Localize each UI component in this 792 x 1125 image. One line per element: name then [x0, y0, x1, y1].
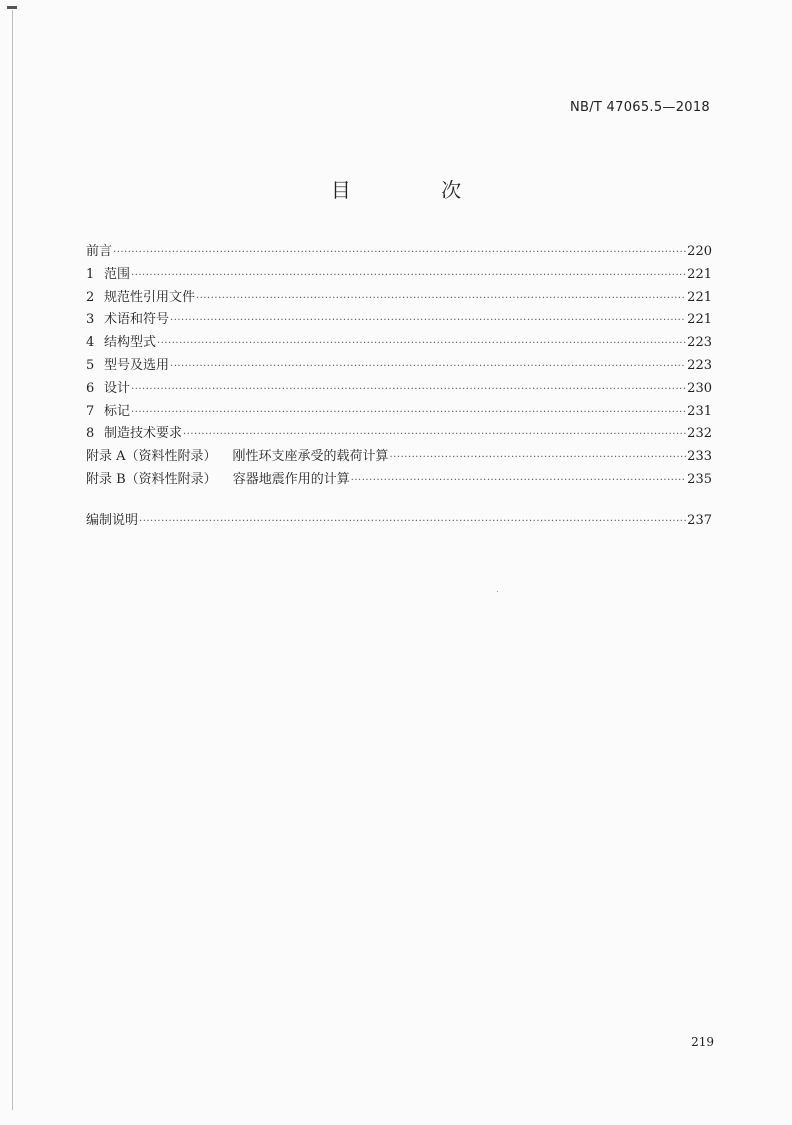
toc-entry-3[interactable]: [86, 309, 712, 332]
toc-leader-dots: [170, 310, 686, 333]
table-of-contents: [86, 241, 712, 533]
toc-entry-number: 5: [86, 357, 95, 373]
toc-entry-page: 221: [687, 266, 712, 282]
toc-entry-text: 结构型式: [104, 335, 157, 351]
toc-appendix-label: 附录 A（资料性附录）: [86, 449, 217, 465]
toc-entry-page: 232: [687, 426, 712, 442]
toc-leader-dots: [196, 288, 686, 311]
toc-entry-7[interactable]: [86, 401, 712, 424]
toc-entry-4[interactable]: [86, 332, 712, 355]
toc-leader-dots: [157, 333, 686, 356]
toc-entry-8[interactable]: [86, 423, 712, 446]
toc-leader-dots: [390, 447, 687, 470]
toc-entry-page: 223: [687, 357, 712, 373]
scan-speck: [497, 591, 498, 592]
toc-entry-text: 范围: [104, 266, 131, 282]
toc-entry-page: 220: [687, 244, 712, 259]
toc-entry-number: 4: [86, 335, 95, 351]
toc-leader-dots: [131, 402, 686, 425]
toc-entry-number: 7: [86, 403, 95, 419]
toc-leader-dots: [131, 379, 686, 402]
toc-entry-page: 237: [687, 512, 712, 528]
toc-appendix-label: 附录 B（资料性附录）: [86, 471, 217, 487]
toc-leader-dots: [113, 242, 686, 265]
toc-entry-page: 221: [687, 312, 712, 328]
scan-edge-mark: [7, 6, 17, 9]
toc-entry-page: 235: [687, 471, 712, 487]
toc-entry-explanation[interactable]: [86, 510, 712, 533]
toc-entry-6[interactable]: [86, 378, 712, 401]
toc-entry-1[interactable]: [86, 264, 712, 287]
page-title: 目 次: [330, 178, 504, 202]
toc-leader-dots: [139, 511, 686, 534]
toc-entry-page: 233: [687, 449, 712, 465]
toc-entry-preface[interactable]: [86, 241, 712, 264]
toc-appendix-title: 容器地震作用的计算: [232, 471, 350, 487]
toc-entry-text: 设计: [104, 380, 131, 396]
toc-entry-number: 6: [86, 380, 95, 396]
toc-entry-text: 标记: [104, 403, 131, 419]
toc-leader-dots: [170, 356, 686, 379]
toc-leader-dots: [183, 424, 686, 447]
toc-entry-page: 221: [687, 289, 712, 305]
toc-entry-text: 制造技术要求: [104, 426, 183, 442]
toc-entry-number: 2: [86, 289, 95, 305]
toc-entry-number: 8: [86, 426, 95, 442]
toc-entry-text: 编制说明: [86, 512, 139, 528]
page-number: 219: [691, 1035, 714, 1049]
toc-leader-dots: [131, 265, 686, 288]
toc-entry-page: 223: [687, 335, 712, 351]
toc-entry-page: 231: [687, 403, 712, 419]
toc-entry-text: 规范性引用文件: [104, 289, 196, 305]
toc-entry-5[interactable]: [86, 355, 712, 378]
standard-number: NB/T 47065.5—2018: [569, 100, 710, 115]
toc-entry-text: 前言: [86, 244, 113, 259]
toc-entry-page: 230: [687, 380, 712, 396]
toc-appendix-title: 刚性环支座承受的载荷计算: [232, 449, 389, 465]
toc-entry-appendix-b[interactable]: [86, 469, 712, 492]
toc-entry-number: 3: [86, 312, 95, 328]
toc-entry-2[interactable]: [86, 287, 712, 310]
toc-entry-text: 术语和符号: [104, 312, 170, 328]
toc-entry-number: 1: [86, 266, 95, 282]
toc-entry-appendix-a[interactable]: [86, 446, 712, 469]
toc-leader-dots: [351, 470, 686, 493]
toc-entry-text: 型号及选用: [104, 357, 170, 373]
